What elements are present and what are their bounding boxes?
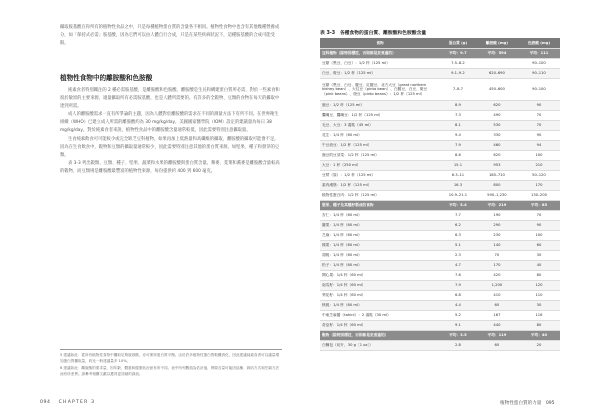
food-cell: 杏仁：1/4 杯（60 ml）: [320, 211, 440, 221]
value-cell: 7.5–8.2: [440, 59, 476, 69]
value-cell: 90–100: [518, 59, 560, 69]
value-cell: 30: [518, 251, 560, 261]
running-title: 植物性蛋白質的力量: [500, 401, 542, 406]
value-cell: 50–120: [518, 171, 560, 181]
nutrition-table: [320, 38, 560, 351]
value-cell: 9.4: [440, 131, 476, 141]
value-cell: 9.1–9.2: [440, 69, 476, 79]
food-cell: 中東芝麻醬（tahini）：2 湯匙（30 ml）: [320, 311, 440, 321]
food-cell: 南瓜籽：1/4 杯（60 ml）: [320, 281, 440, 291]
value-cell: 平均：5.4: [440, 201, 476, 211]
value-cell: 420: [476, 271, 518, 281]
value-cell: 440: [476, 321, 518, 331]
value-cell: [476, 59, 518, 69]
body-text: [60, 87, 282, 176]
value-cell: 40: [518, 261, 560, 271]
value-cell: 7.9: [440, 281, 476, 291]
food-cell: 植物性蛋白肉：1/2 杯（125 ml）: [320, 191, 440, 201]
column-header: 食物: [320, 38, 440, 49]
value-cell: 30: [518, 301, 560, 311]
value-cell: 100: [518, 151, 560, 161]
value-cell: 5.1: [440, 241, 476, 251]
value-cell: 953: [476, 161, 518, 171]
value-cell: 平均：85: [518, 201, 560, 211]
table-row: [320, 101, 560, 111]
value-cell: 16.3: [440, 181, 476, 191]
table-row: [320, 341, 560, 351]
value-cell: 7.7: [440, 211, 476, 221]
value-cell: 70: [476, 251, 518, 261]
value-cell: 1,200: [476, 281, 518, 291]
table-caption: [320, 29, 426, 36]
section-heading: 植物性食物中的離胺酸和色胺酸: [60, 74, 153, 82]
food-cell: 穀物（除特別標註，否則都是烹煮過的）: [320, 331, 440, 341]
food-cell: 豆類（黑豆、白豆）：1/2 杯（125 ml）: [320, 59, 440, 69]
value-cell: 8.9: [440, 101, 476, 111]
value-cell: 6.8: [440, 291, 476, 301]
food-cell: 豆科植物（除特別標註，否則都是烹煮過的）: [320, 49, 440, 59]
value-cell: 平均：111: [518, 49, 560, 59]
value-cell: 100: [518, 231, 560, 241]
value-cell: 167: [476, 311, 518, 321]
body-paragraph: 成人的離胺酸需求一直有所爭論的主題，因為人體對於離胺酸的需求在不同的測量方法下有所不同。在世界衛生組織（WHO）已建立成人所需的離胺酸約為 30 mg/kg/day，美國國家醫學院（IOM）設定的建議量為每日 38 mg/kg/day。對於純素食者來說，植物性食品中的離胺酸含量通常較低，因此需要特別注意攝取量。: [60, 112, 279, 134]
value-cell: 330: [476, 131, 518, 141]
value-cell: 140: [476, 241, 518, 251]
value-cell: 6.3: [440, 231, 476, 241]
value-cell: 110: [518, 291, 560, 301]
value-cell: 60: [518, 241, 560, 251]
food-cell: 豆類（黑豆、白豆、腰豆、紅腰豆、北方大豆（great northern kidney bean）、大紅豆（pinto bean）、白腰豆、白豆、斑豆（pink beans）、斑豆（pinto beans）：1/2 杯（125 ml）: [320, 79, 440, 101]
left-folio: [40, 400, 95, 405]
table-row: [320, 241, 560, 251]
value-cell: 530: [476, 121, 518, 131]
value-cell: 210: [518, 161, 560, 171]
value-cell: 620: [476, 101, 518, 111]
table-row: [320, 191, 560, 201]
table-row: [320, 181, 560, 191]
value-cell: 60: [476, 341, 518, 351]
value-cell: 94: [518, 141, 560, 151]
food-cell: 豌豆：1/2 杯（125 ml）: [320, 101, 440, 111]
food-cell: 午豆油豆：1/2 杯（125 ml）: [320, 141, 440, 151]
value-cell: 410: [476, 291, 518, 301]
value-cell: 116: [518, 311, 560, 321]
food-cell: 大豆：1 杯（250 ml）: [320, 161, 440, 171]
value-cell: 460: [476, 141, 518, 151]
table-number: 表 3-3: [320, 31, 336, 36]
intro-paragraph: 攝取胺基酸在你所有的植物性食品之中，只是每種植物蛋白質的含量各不相同。植物性食物中也含有其他幾種營養成分，如「保持式必需」胺基酸，因為它們可以由人體自行合成，只是在某些疾病狀況下，這種胺基酸的合成可能受限。: [60, 25, 280, 47]
table-row: [320, 79, 560, 101]
table-title: 各種食物的蛋白質、離胺酸和色胺酸含量: [339, 31, 427, 36]
value-cell: 6.3–11: [440, 171, 476, 181]
food-cell: 核桃：1/4 杯（60 ml）: [320, 301, 440, 311]
value-cell: 90–110: [518, 69, 560, 79]
value-cell: 90: [518, 131, 560, 141]
category-row: [320, 201, 560, 211]
value-cell: 9.1: [440, 321, 476, 331]
table-row: [320, 69, 560, 79]
body-paragraph: 純素食者特別關注的 2 種必需胺基酸，是離胺酸和色胺酸。離胺酸是生長和構建蛋白質所必需，對於一些素食和很於敏原的主要來源，適量攝取所有必需胺基酸，也是人體所需要的。有許多的全穀物、豆類的食物在每天的攝取中達到所需。: [60, 88, 280, 110]
value-cell: 70: [518, 211, 560, 221]
value-cell: 800: [476, 181, 518, 191]
food-cell: 奇亞籽：1/4 杯（60 ml）: [320, 321, 440, 331]
value-cell: 90: [518, 221, 560, 231]
page-number: 094: [40, 400, 51, 405]
value-cell: 450–600: [476, 79, 518, 101]
value-cell: 平均：40: [518, 331, 560, 341]
footnote: 6 建議如此：離胺酸的需求量，因年齡、體重和健康狀況而有所不同。表中所列數值為估計值，實際含量可能因品種、栽培方式和烹調方法而有所差異。請參考相關文獻以獲得更詳細的資訊。: [60, 365, 280, 376]
value-cell: 10.9–21.1: [440, 191, 476, 201]
food-cell: 松子：1/4 杯（60 ml）: [320, 261, 440, 271]
table-header-row: [320, 38, 560, 49]
value-cell: 7.9: [440, 141, 476, 151]
table-row: [320, 171, 560, 181]
table-row: [320, 151, 560, 161]
value-cell: 8.6: [440, 151, 476, 161]
table-row: [320, 251, 560, 261]
table-row: [320, 321, 560, 331]
food-cell: 豌豆的豆芽菜：1/2 杯（125 ml）: [320, 151, 440, 161]
food-cell: 毛豆、大豆：3 湯匙（45 ml）: [320, 121, 440, 131]
value-cell: 90–100: [518, 79, 560, 101]
column-header: 離胺酸 (mg): [476, 38, 518, 49]
value-cell: 80: [518, 321, 560, 331]
table-row: [320, 161, 560, 171]
value-cell: 7.6: [440, 271, 476, 281]
value-cell: 170: [518, 181, 560, 191]
table-row: [320, 121, 560, 131]
food-cell: 堅果、種子及其種籽製成的食物: [320, 201, 440, 211]
value-cell: 70: [518, 121, 560, 131]
food-cell: 芝麻：1/4 杯（60 ml）: [320, 231, 440, 241]
value-cell: 平均：119: [476, 331, 518, 341]
table-row: [320, 271, 560, 281]
value-cell: 70: [518, 111, 560, 121]
table-row: [320, 59, 560, 69]
value-cell: 20: [518, 341, 560, 351]
footnote-divider: [60, 349, 282, 350]
value-cell: 130–200: [518, 191, 560, 201]
column-header: 色胺酸 (mg): [518, 38, 560, 49]
value-cell: 60: [476, 301, 518, 311]
food-cell: 素肉漢堡：1/2 杯（125 ml）: [320, 181, 440, 191]
value-cell: 590–1,230: [476, 191, 518, 201]
food-cell: 鷹嘴豆、鷹嘴豆：1/2 杯（125 ml）: [320, 111, 440, 121]
value-cell: 170: [476, 261, 518, 271]
value-cell: 2.8: [440, 341, 476, 351]
table-row: [320, 261, 560, 271]
value-cell: 180–710: [476, 171, 518, 181]
food-cell: 開心果：1/4 杯（60 ml）: [320, 271, 440, 281]
value-cell: 4.4: [440, 301, 476, 311]
table-row: [320, 301, 560, 311]
value-cell: 平均：3.5: [440, 331, 476, 341]
value-cell: 15.1: [440, 161, 476, 171]
value-cell: 90: [518, 101, 560, 111]
value-cell: 4.7: [440, 261, 476, 271]
category-row: [320, 331, 560, 341]
right-folio: [500, 400, 555, 406]
value-cell: 490: [476, 111, 518, 121]
footnote: 5 建議如此：從所有植物性食物中攝取足夠胺基酸，亦可保持蛋白質平衡。由於許多植物性蛋白質較難消化，因此建議純素食者可以適量增加蛋白質攝取量，約比一般建議量多 10%。: [60, 353, 280, 363]
footnotes: [60, 352, 282, 377]
food-cell: 胡桃：1/4 杯（60 ml）: [320, 251, 440, 261]
food-cell: 白麵包（切片，30 g［1 oz］）: [320, 341, 440, 351]
value-cell: 290: [476, 221, 518, 231]
chapter-label: CHAPTER 3: [58, 400, 96, 405]
column-header: 蛋白質 (g): [440, 38, 476, 49]
table-row: [320, 221, 560, 231]
food-cell: 白豆、斑豆：1/2 杯（125 ml）: [320, 69, 440, 79]
value-cell: 230: [476, 231, 518, 241]
value-cell: 190: [476, 211, 518, 221]
value-cell: 6.2: [440, 221, 476, 231]
table-row: [320, 141, 560, 151]
table-row: [320, 211, 560, 221]
value-cell: 80: [518, 271, 560, 281]
table-row: [320, 131, 560, 141]
value-cell: 7–8.7: [440, 79, 476, 101]
value-cell: 620: [476, 151, 518, 161]
table-row: [320, 231, 560, 241]
value-cell: 620–690: [476, 69, 518, 79]
value-cell: 平均：9.7: [440, 49, 476, 59]
value-cell: 平均：219: [476, 201, 518, 211]
value-cell: 2.3: [440, 251, 476, 261]
table-row: [320, 111, 560, 121]
food-cell: 豆漿（原）：1/2 杯（125 ml）: [320, 171, 440, 181]
value-cell: 7.3: [440, 111, 476, 121]
value-cell: 8.1: [440, 121, 476, 131]
food-cell: 花生：1/4 杯（60 ml）: [320, 131, 440, 141]
value-cell: 120: [518, 281, 560, 291]
table-row: [320, 311, 560, 321]
body-paragraph: 生食純素飲食可可能較少或完全缺乏豆科植物，如果再加上低熱量和高纖維的攝取，離胺酸的攝取可能會不足。因為在生食飲食中，穀物和豆類的攝取量通常較少，因此需要特別注意其他的蛋白質來源，如堅果、種子和發芽的豆類。: [60, 136, 280, 158]
food-cell: 榛果：1/4 杯（60 ml）: [320, 241, 440, 251]
body-paragraph: 表 3-3 列出穀類、豆類、種子、堅果、蔬菜和水果的離胺酸與蛋白質含量。藜麥、莧菜和蕎麥是離胺酸含量較高的穀物，而豆類則是離胺酸最豐富的植物性來源，每份提供約 400 到 600 毫克。: [60, 160, 280, 174]
category-row: [320, 49, 560, 59]
food-cell: 腰果：1/4 杯（60 ml）: [320, 221, 440, 231]
value-cell: 5.2: [440, 311, 476, 321]
food-cell: 葵花籽：1/4 杯（60 ml）: [320, 291, 440, 301]
page-number: 095: [545, 401, 555, 406]
table-row: [320, 291, 560, 301]
value-cell: 平均：594: [476, 49, 518, 59]
table-row: [320, 281, 560, 291]
